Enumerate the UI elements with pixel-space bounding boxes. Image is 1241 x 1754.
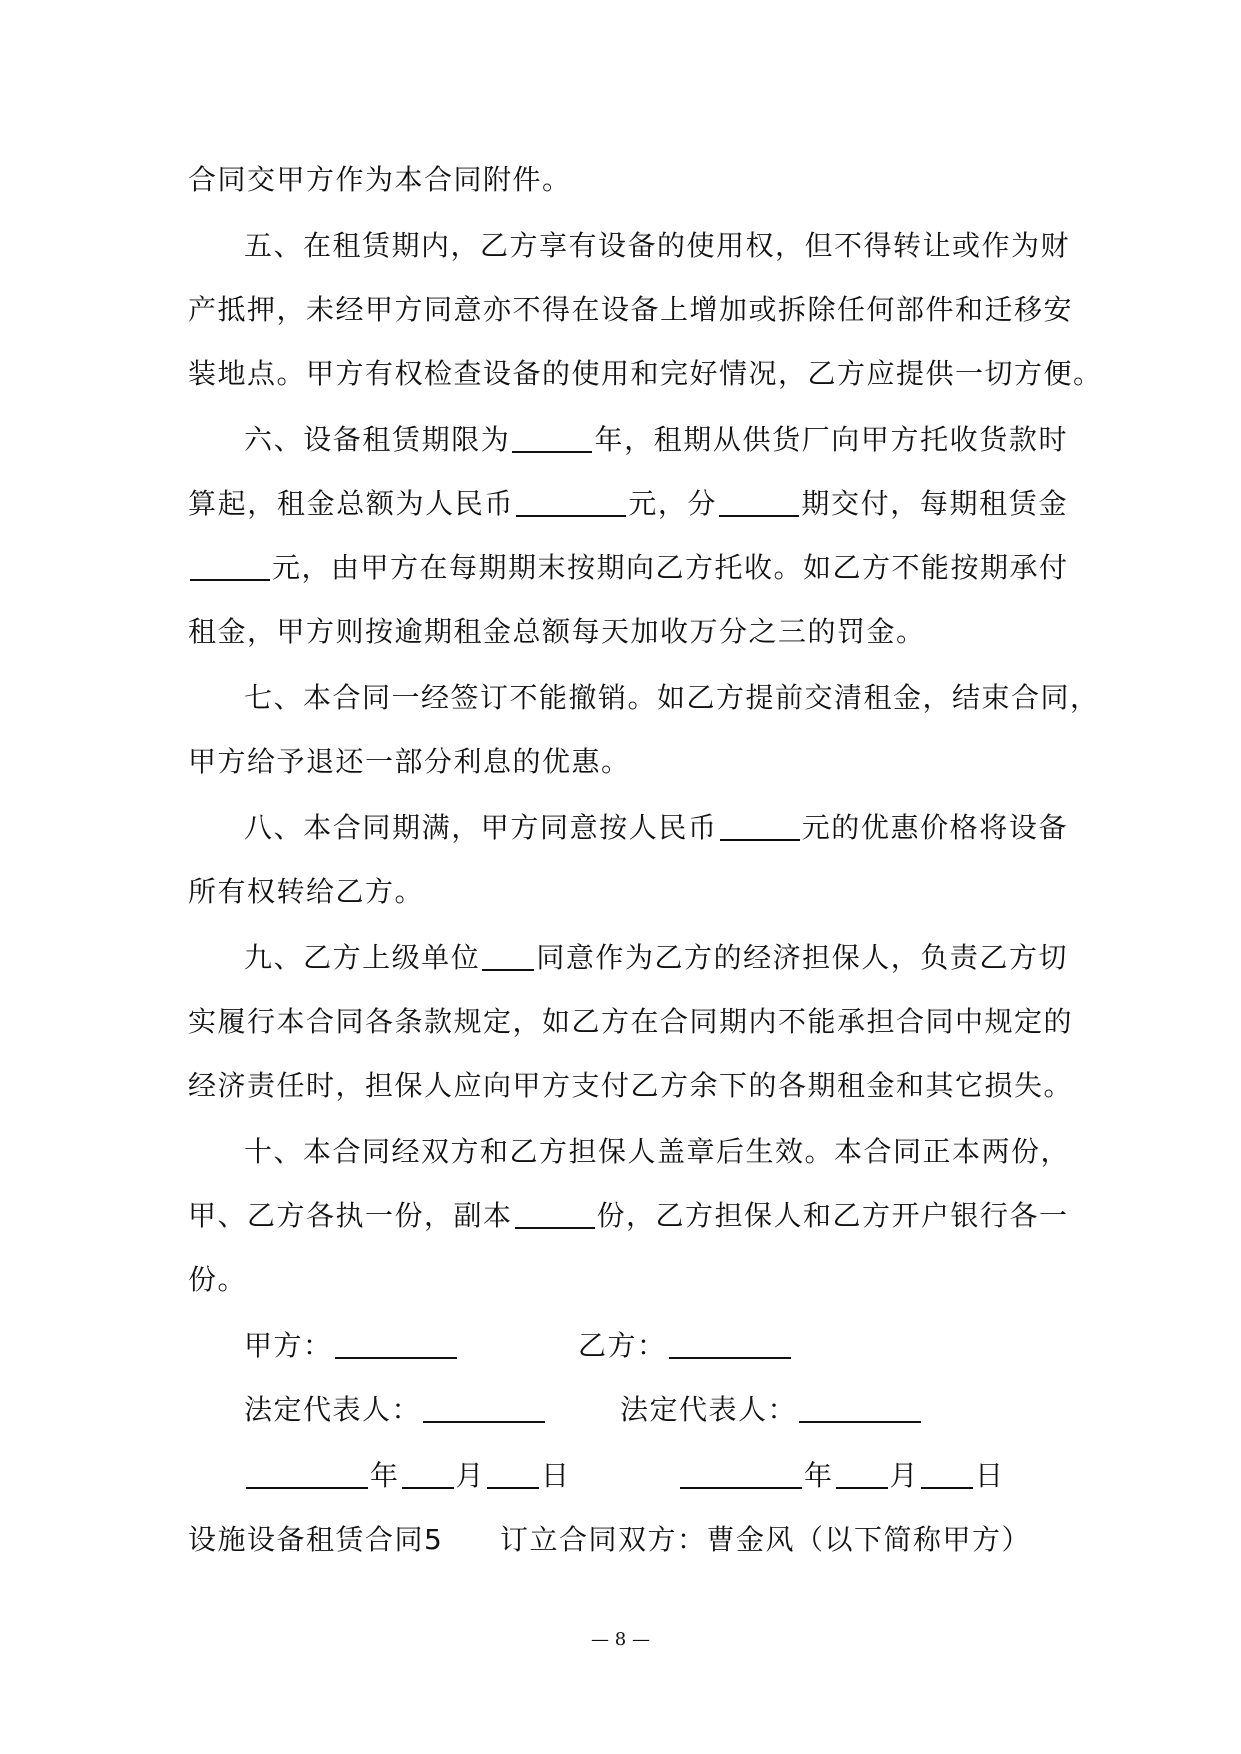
label: 乙方： (578, 1329, 667, 1362)
clause-6-line-2 (188, 484, 1068, 524)
clause-5-line-3: 装地点。甲方有权检查设备的使用和完好情况，乙方应提供一切方便。 (188, 357, 1103, 390)
label: 年 (804, 1459, 834, 1492)
fill-blank (799, 1393, 921, 1423)
text: 期交付，每期租赁金 (801, 487, 1068, 520)
clause-9-line-2: 实履行本合同各条款规定，如乙方在合同期内不能承担合同中规定的 (188, 1005, 1074, 1038)
clause-9-line-3: 经济责任时，担保人应向甲方支付乙方余下的各期租金和其它损失。 (188, 1069, 1074, 1102)
fill-blank (836, 1459, 888, 1489)
label: 年 (370, 1459, 400, 1492)
label: 日 (541, 1459, 571, 1492)
fill-blank (921, 1459, 973, 1489)
clause-8-line-2: 所有权转给乙方。 (188, 875, 425, 908)
clause-6-line-1 (244, 420, 1068, 460)
fill-blank (512, 423, 592, 453)
clause-5-line-2: 产抵押，未经甲方同意亦不得在设备上增加或拆除任何部件和迁移安 (188, 293, 1074, 326)
text: 六、设备租赁期限为 (244, 423, 511, 456)
signature-rep-a (244, 1390, 564, 1430)
fill-blank (487, 1459, 539, 1489)
clause-6-line-3 (188, 548, 1068, 588)
fill-blank (423, 1393, 545, 1423)
fill-blank (190, 551, 270, 581)
fill-blank (335, 1329, 457, 1359)
text: 九、乙方上级单位 (244, 941, 481, 974)
text: 同意作为乙方的经济担保人，负责乙方切 (536, 941, 1068, 974)
page-number: — 8 — (591, 1629, 650, 1650)
next-contract-intro: 订立合同双方：曹金风（以下简称甲方） (500, 1523, 1032, 1556)
signature-party-b (578, 1326, 898, 1366)
text: 合同交甲方作为本合同附件。 (188, 163, 572, 196)
text: 元，分 (628, 487, 718, 520)
clause-10-line-3: 份。 (188, 1263, 248, 1296)
fill-blank (402, 1459, 454, 1489)
text: 甲、乙方各执一份，副本 (188, 1199, 513, 1232)
label: 甲方： (244, 1329, 333, 1362)
label: 月 (889, 1459, 920, 1492)
fill-blank (482, 941, 534, 971)
paragraph-line (188, 160, 1068, 200)
next-contract-title: 设施设备租赁合同5 (188, 1523, 444, 1556)
signature-rep-b (620, 1390, 980, 1430)
text: 算起，租金总额为人民币 (188, 487, 515, 520)
clause-8-line-1 (244, 808, 1068, 848)
clause-6-line-4: 租金，甲方则按逾期租金总额每天加收万分之三的罚金。 (188, 615, 926, 648)
clause-10-line-1: 十、本合同经双方和乙方担保人盖章后生效。本合同正本两份， (244, 1135, 1071, 1168)
label: 月 (455, 1459, 486, 1492)
signature-party-a (244, 1326, 524, 1366)
clause-10-line-2 (188, 1196, 1068, 1236)
fill-blank (246, 1459, 368, 1489)
text: 八、本合同期满，甲方同意按人民币 (244, 811, 718, 844)
fill-blank (720, 811, 800, 841)
text: 份，乙方担保人和乙方开户银行各一 (596, 1199, 1069, 1232)
fill-blank (669, 1329, 791, 1359)
text: 年，租期从供货厂向甲方托收货款时 (594, 423, 1068, 456)
text: 元的优惠价格将设备 (801, 811, 1068, 844)
clause-5-line-1: 五、在租赁期内，乙方享有设备的使用权，但不得转让或作为财 (244, 229, 1071, 262)
label: 法定代表人： (244, 1393, 422, 1426)
date-party-b (678, 1456, 1068, 1496)
date-party-a (244, 1456, 604, 1496)
fill-blank (516, 487, 626, 517)
fill-blank (515, 1199, 595, 1229)
fill-blank (719, 487, 799, 517)
clause-7-line-1: 七、本合同一经签订不能撤销。如乙方提前交清租金，结束合同， (244, 681, 1100, 714)
text: 元，由甲方在每期期末按期向乙方托收。如乙方不能按期承付 (272, 551, 1069, 584)
fill-blank (680, 1459, 802, 1489)
label: 法定代表人： (620, 1393, 798, 1426)
clause-7-line-2: 甲方给予退还一部分利息的优惠。 (188, 745, 631, 778)
clause-9-line-1 (244, 938, 1068, 978)
label: 日 (975, 1459, 1005, 1492)
